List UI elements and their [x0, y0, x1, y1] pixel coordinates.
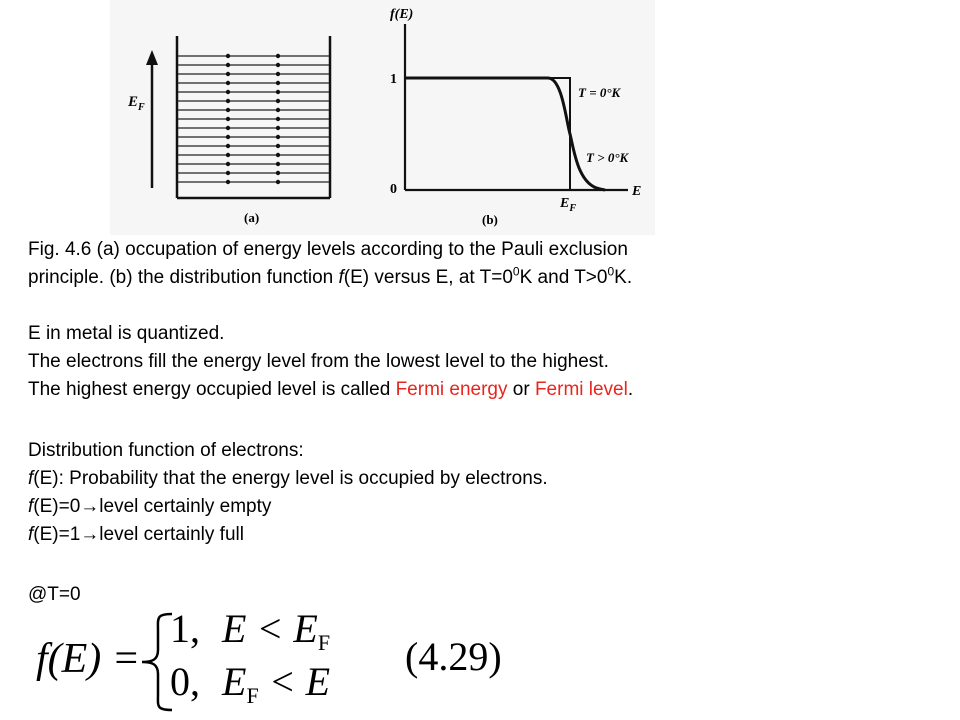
caption-text: K. — [614, 267, 633, 288]
x-axis-label: E — [632, 184, 642, 199]
line-at-t0: @T=0 — [28, 584, 81, 605]
text: . — [627, 379, 634, 400]
equation-number: (4.29) — [405, 634, 502, 679]
case1-value: 1, — [170, 606, 200, 651]
caption-text: (E) versus E, at T=0 — [343, 267, 513, 288]
caption-text: principle. (b) the distribution function — [28, 267, 339, 288]
case2-condition: $E_F < E$ — [222, 659, 331, 708]
text: (E)=0 — [33, 496, 81, 517]
text: level certainly full — [99, 524, 244, 545]
line-quantized: E in metal is quantized. — [28, 323, 225, 344]
text: or — [507, 379, 535, 400]
caption-text: K and T>0 — [519, 267, 608, 288]
right-arrow-icon: → — [80, 524, 100, 545]
line-fill-levels: The electrons fill the energy level from the lowest level to the highest. — [28, 351, 609, 372]
y-axis-label: f(E) — [390, 7, 414, 22]
fermi-tick-label: $E_F$ — [560, 196, 577, 214]
fermi-energy-highlight: Fermi energy — [395, 379, 508, 400]
caption-superscript: 0 — [607, 264, 615, 279]
caption-line-1: Fig. 4.6 (a) occupation of energy levels according to the Pauli exclusion — [28, 239, 628, 260]
y-tick-zero: 0 — [390, 182, 397, 197]
case2-value: 0, — [170, 659, 200, 704]
case1-condition: $E < E_F$ — [222, 606, 331, 655]
text: level certainly empty — [99, 496, 272, 517]
panel-b-caption: (b) — [482, 212, 498, 227]
equation-lhs: f(E) = — [36, 636, 141, 682]
f-italic: f — [28, 524, 34, 545]
label-tpos: T > 0°K — [586, 150, 629, 165]
left-brace-icon — [142, 614, 172, 710]
text: (E)=1 — [33, 524, 81, 545]
f-italic: f — [28, 496, 34, 517]
label-t0: T = 0°K — [578, 85, 621, 100]
f-italic: f — [28, 468, 34, 489]
text: The highest energy occupied level is called — [28, 379, 396, 400]
ef-axis-label: $E_F$ — [128, 94, 145, 113]
caption-f-italic: f — [338, 267, 344, 288]
right-arrow-icon: → — [80, 496, 100, 517]
y-tick-one: 1 — [390, 72, 397, 87]
line-distribution-title: Distribution function of electrons: — [28, 440, 304, 461]
text: (E): Probability that the energy level is occupied by electrons. — [33, 468, 548, 489]
panel-a-caption: (a) — [244, 210, 260, 225]
fermi-level-highlight: Fermi level — [534, 379, 628, 400]
caption-superscript: 0 — [512, 264, 520, 279]
